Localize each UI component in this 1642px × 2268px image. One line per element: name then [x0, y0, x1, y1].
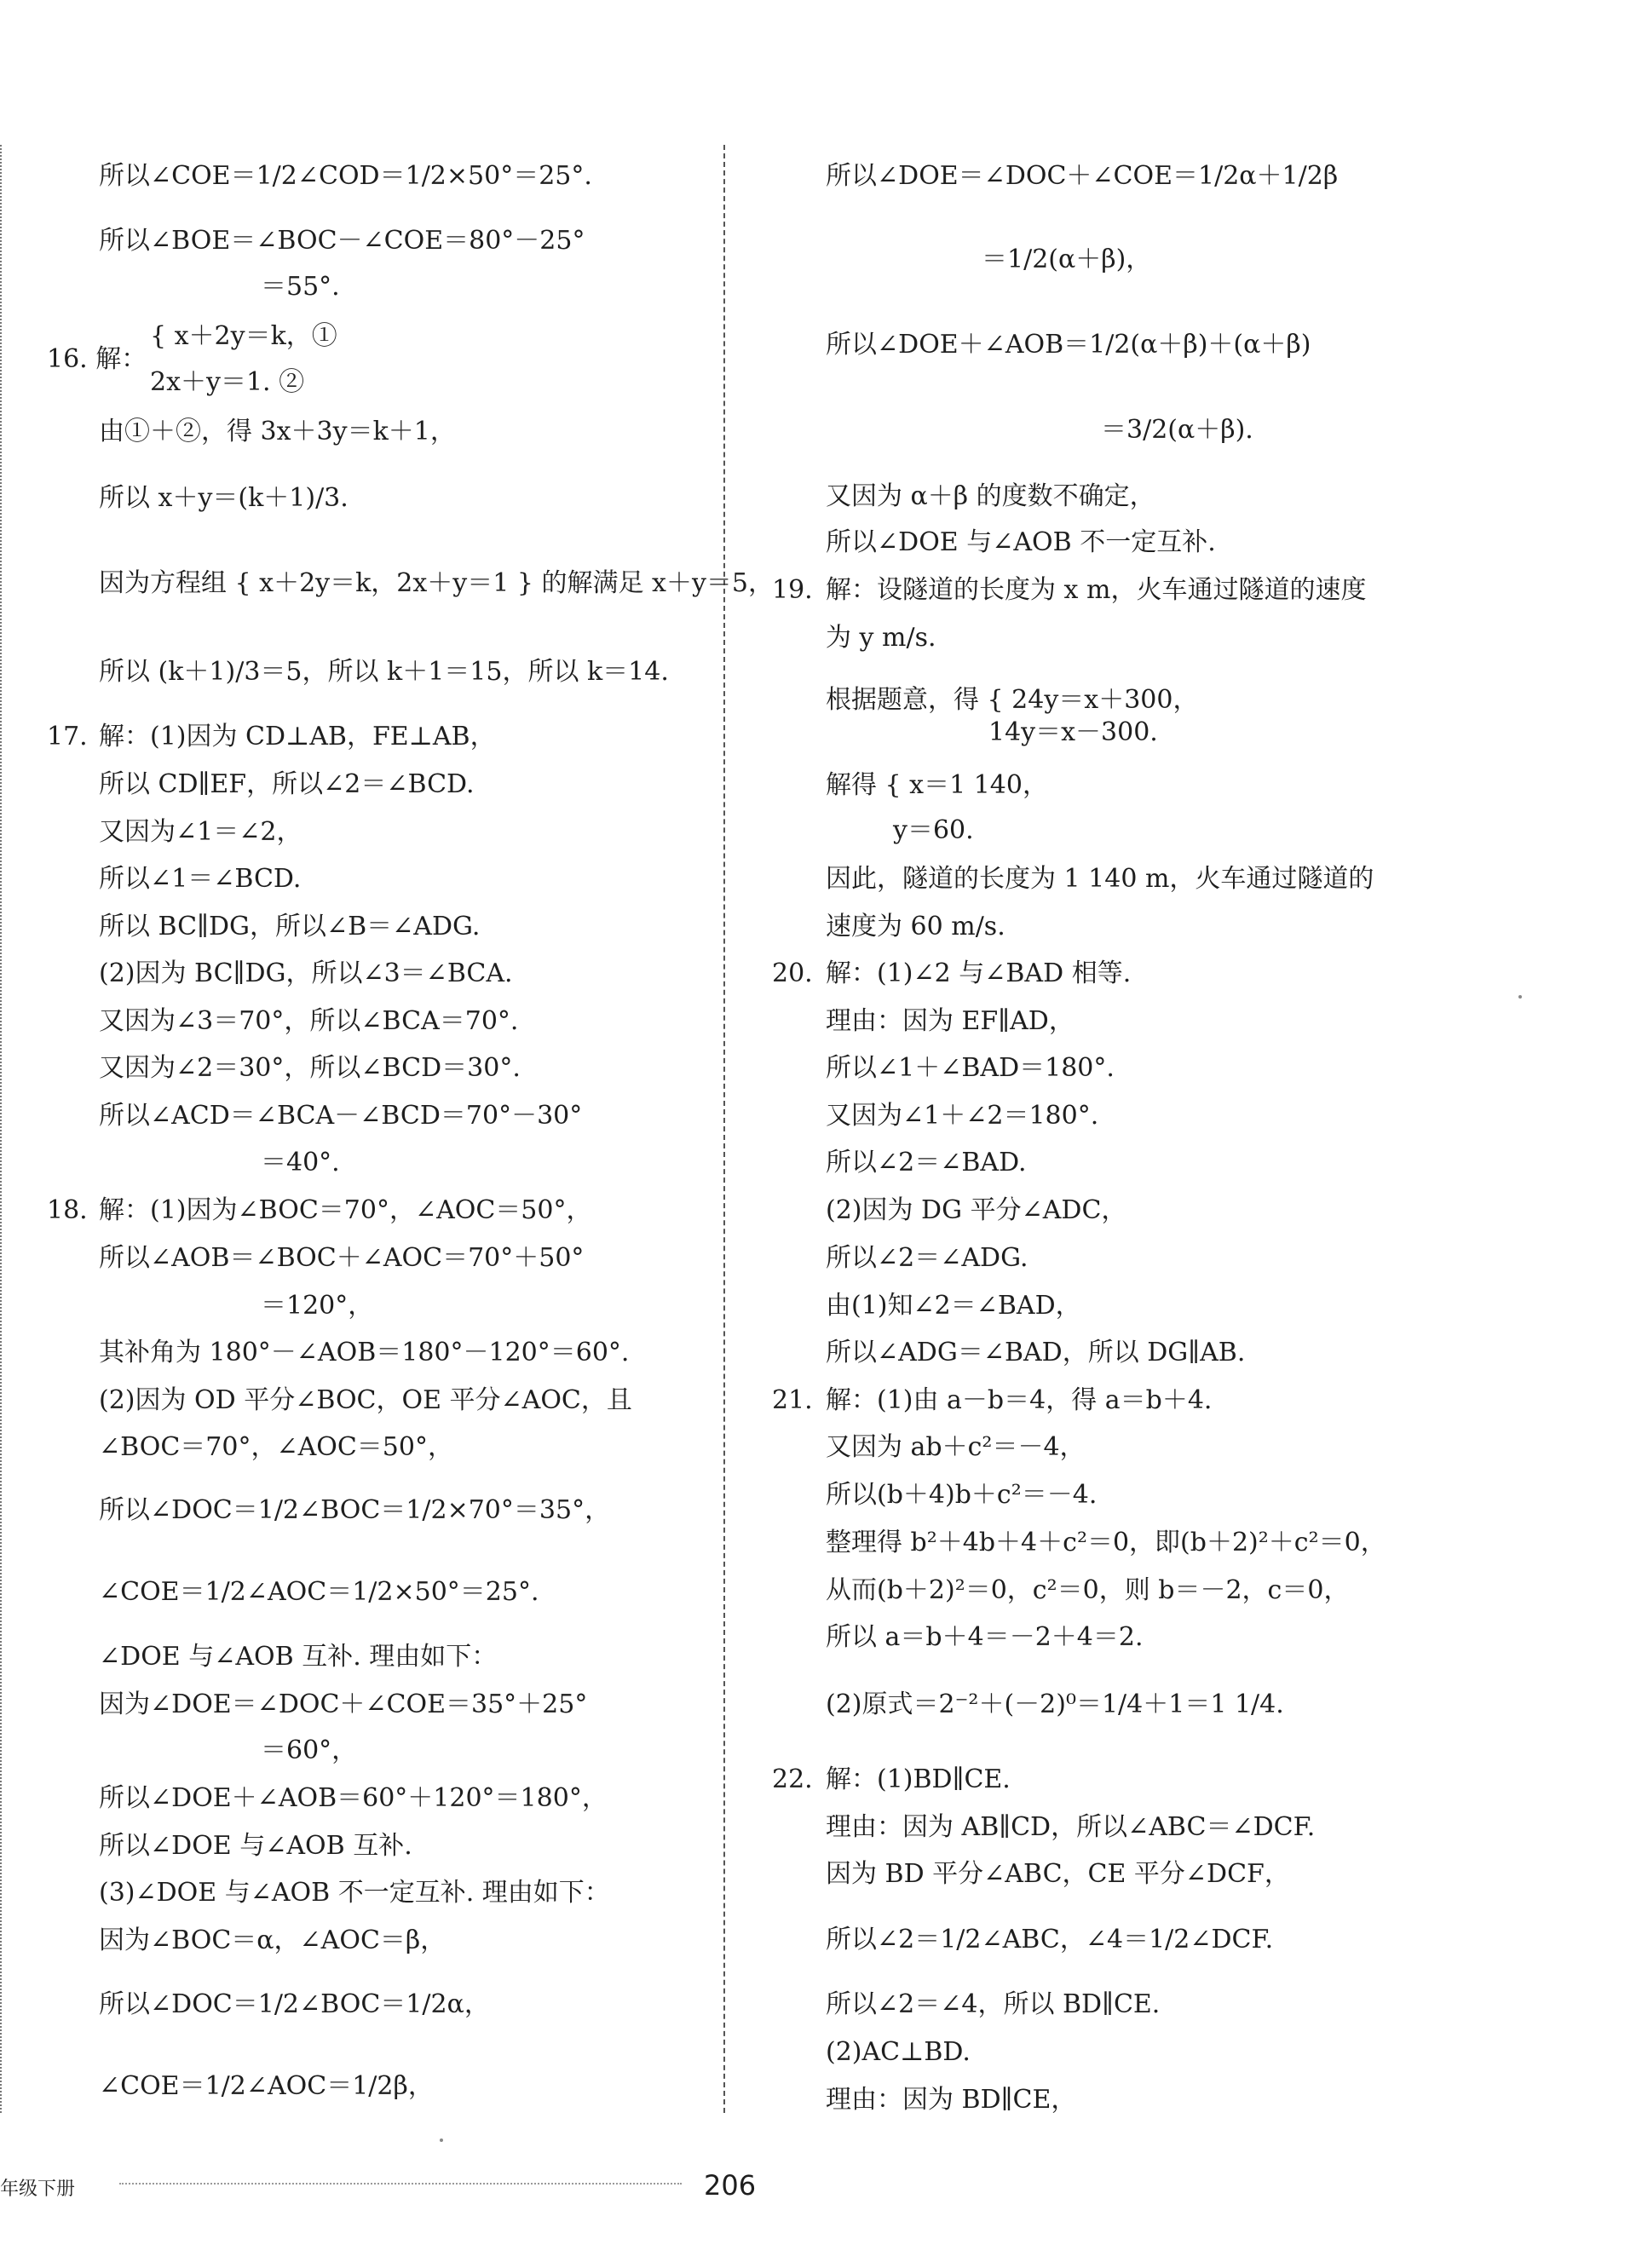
problem-number-22: 22. [772, 1764, 813, 1794]
text-line: 由(1)知∠2＝∠BAD， [826, 1291, 1081, 1321]
problem-number-16: 16. 解： [47, 344, 147, 374]
text-line: 又因为 ab＋c²＝－4， [826, 1432, 1086, 1462]
text-line: 解：(1)BD∥CE. [826, 1764, 1011, 1794]
text-line: 因为 BD 平分∠ABC，CE 平分∠DCF， [826, 1859, 1290, 1889]
text-line: { x＋2y＝k，① [150, 321, 337, 351]
problem-number-20: 20. [772, 958, 813, 988]
text-line: 解：(1)由 a－b＝4，得 a＝b＋4. [826, 1385, 1213, 1415]
text-line: ＝55°. [261, 272, 340, 302]
text-line: (2)因为 OD 平分∠BOC，OE 平分∠AOC，且 [99, 1385, 632, 1415]
text-line: ＝120°， [261, 1291, 374, 1321]
text-line: ＝60°， [261, 1736, 358, 1765]
text-line: 所以 x＋y＝(k＋1)/3. [99, 483, 349, 513]
text-line: (2)AC⊥BD. [826, 2037, 971, 2067]
text-line: 所以∠2＝∠4，所以 BD∥CE. [826, 1989, 1161, 2019]
text-line: 所以 BC∥DG，所以∠B＝∠ADG. [99, 912, 481, 941]
text-line: 14y＝x－300. [988, 717, 1158, 747]
text-line: 解：(1)∠2 与∠BAD 相等. [826, 958, 1132, 988]
text-line: 解得 { x＝1 140， [826, 770, 1048, 800]
text-line: 所以∠ACD＝∠BCA－∠BCD＝70°－30° [99, 1101, 583, 1131]
text-line: 所以∠BOE＝∠BOC－∠COE＝80°－25° [99, 226, 585, 256]
text-line: (3)∠DOE 与∠AOB 不一定互补. 理由如下： [99, 1878, 610, 1908]
text-line: 所以∠AOB＝∠BOC＋∠AOC＝70°＋50° [99, 1243, 585, 1273]
text-line: ∠COE＝1/2∠AOC＝1/2×50°＝25°. [99, 1577, 539, 1607]
text-line: 所以∠DOE＋∠AOB＝60°＋120°＝180°， [99, 1783, 608, 1813]
text-line: 所以∠1＝∠BCD. [99, 864, 302, 894]
text-line: 所以∠DOE 与∠AOB 互补. [99, 1831, 412, 1861]
text-line: 为 y m/s. [826, 623, 936, 653]
text-line: 又因为∠2＝30°，所以∠BCD＝30°. [99, 1053, 521, 1083]
text-line: ＝40°. [261, 1148, 340, 1177]
problem-number-18: 18. [47, 1195, 88, 1225]
text-line: 所以∠COE＝1/2∠COD＝1/2×50°＝25°. [99, 161, 592, 191]
text-line: ∠DOE 与∠AOB 互补. 理由如下： [99, 1642, 498, 1672]
text-line: 理由：因为 AB∥CD，所以∠ABC＝∠DCF. [826, 1812, 1316, 1842]
left-edge-perforation [0, 145, 2, 2113]
text-line: 又因为∠1＋∠2＝180°. [826, 1101, 1099, 1131]
text-line: 又因为∠1＝∠2， [99, 817, 302, 847]
text-line: 所以∠DOE＋∠AOB＝1/2(α＋β)＋(α＋β) [826, 330, 1311, 360]
text-line: 因为∠BOC＝α，∠AOC＝β， [99, 1925, 447, 1955]
text-line: 所以 (k＋1)/3＝5，所以 k＋1＝15，所以 k＝14. [99, 657, 669, 687]
text-line: y＝60. [893, 815, 974, 845]
text-line: 所以∠ADG＝∠BAD，所以 DG∥AB. [826, 1338, 1246, 1367]
text-line: 所以∠DOE 与∠AOB 不一定互补. [826, 527, 1216, 557]
text-line: 所以∠2＝∠ADG. [826, 1243, 1028, 1273]
text-line: 从而(b＋2)²＝0，c²＝0，则 b＝－2，c＝0， [826, 1575, 1350, 1605]
text-line: 所以∠DOC＝1/2∠BOC＝1/2α， [99, 1989, 490, 2019]
text-line: 所以∠DOE＝∠DOC＋∠COE＝1/2α＋1/2β [826, 161, 1339, 191]
text-line: 理由：因为 BD∥CE， [826, 2085, 1077, 2115]
text-line: 所以∠DOC＝1/2∠BOC＝1/2×70°＝35°， [99, 1495, 611, 1525]
book-tag: 年级下册 [0, 2179, 76, 2200]
text-line: 解：设隧道的长度为 x m，火车通过隧道的速度 [826, 575, 1367, 605]
text-line: 解：(1)因为 CD⊥AB，FE⊥AB， [99, 722, 496, 751]
text-line: 因为方程组 { x＋2y＝k，2x＋y＝1 } 的解满足 x＋y＝5， [99, 568, 774, 598]
text-line: (2)因为 BC∥DG，所以∠3＝∠BCA. [99, 958, 513, 988]
text-line: (2)因为 DG 平分∠ADC， [826, 1195, 1127, 1225]
text-line: ＝3/2(α＋β). [1101, 415, 1253, 445]
scan-speck [440, 2138, 443, 2142]
text-line: 所以 a＝b＋4＝－2＋4＝2. [826, 1622, 1144, 1652]
scan-speck [1518, 995, 1522, 999]
text-line: 因为∠DOE＝∠DOC＋∠COE＝35°＋25° [99, 1689, 588, 1719]
text-line: 其补角为 180°－∠AOB＝180°－120°＝60°. [99, 1338, 630, 1367]
text-line: 因此，隧道的长度为 1 140 m，火车通过隧道的 [826, 864, 1374, 894]
text-line: (2)原式＝2⁻²＋(－2)⁰＝1/4＋1＝1 1/4. [826, 1689, 1284, 1719]
text-line: 又因为∠3＝70°，所以∠BCA＝70°. [99, 1006, 519, 1036]
problem-number-19: 19. [772, 575, 813, 605]
text-line: 所以∠2＝∠BAD. [826, 1148, 1027, 1177]
text-line: 所以 CD∥EF，所以∠2＝∠BCD. [99, 769, 475, 799]
problem-number-17: 17. [47, 722, 88, 751]
page-number: 206 [704, 2169, 757, 2202]
text-line: 整理得 b²＋4b＋4＋c²＝0，即(b＋2)²＋c²＝0， [826, 1528, 1386, 1557]
text-line: ＝1/2(α＋β)， [982, 245, 1152, 274]
text-line: 理由：因为 EF∥AD， [826, 1006, 1075, 1036]
text-line: 所以∠2＝1/2∠ABC，∠4＝1/2∠DCF. [826, 1925, 1274, 1954]
text-line: 解：(1)因为∠BOC＝70°，∠AOC＝50°， [99, 1195, 592, 1225]
text-line: 根据题意，得 { 24y＝x＋300， [826, 685, 1199, 715]
text-line: ∠COE＝1/2∠AOC＝1/2β， [99, 2071, 434, 2101]
column-divider [723, 145, 725, 2113]
text-line: 速度为 60 m/s. [826, 912, 1005, 941]
text-line: 所以(b＋4)b＋c²＝－4. [826, 1480, 1098, 1510]
text-line: 又因为 α＋β 的度数不确定， [826, 481, 1155, 511]
text-line: 由①＋②，得 3x＋3y＝k＋1， [99, 417, 456, 446]
text-line: 2x＋y＝1. ② [150, 367, 305, 397]
problem-number-21: 21. [772, 1385, 813, 1415]
footer-dotted-rule [119, 2183, 682, 2185]
text-line: ∠BOC＝70°，∠AOC＝50°， [99, 1432, 453, 1462]
text-line: 所以∠1＋∠BAD＝180°. [826, 1053, 1115, 1083]
